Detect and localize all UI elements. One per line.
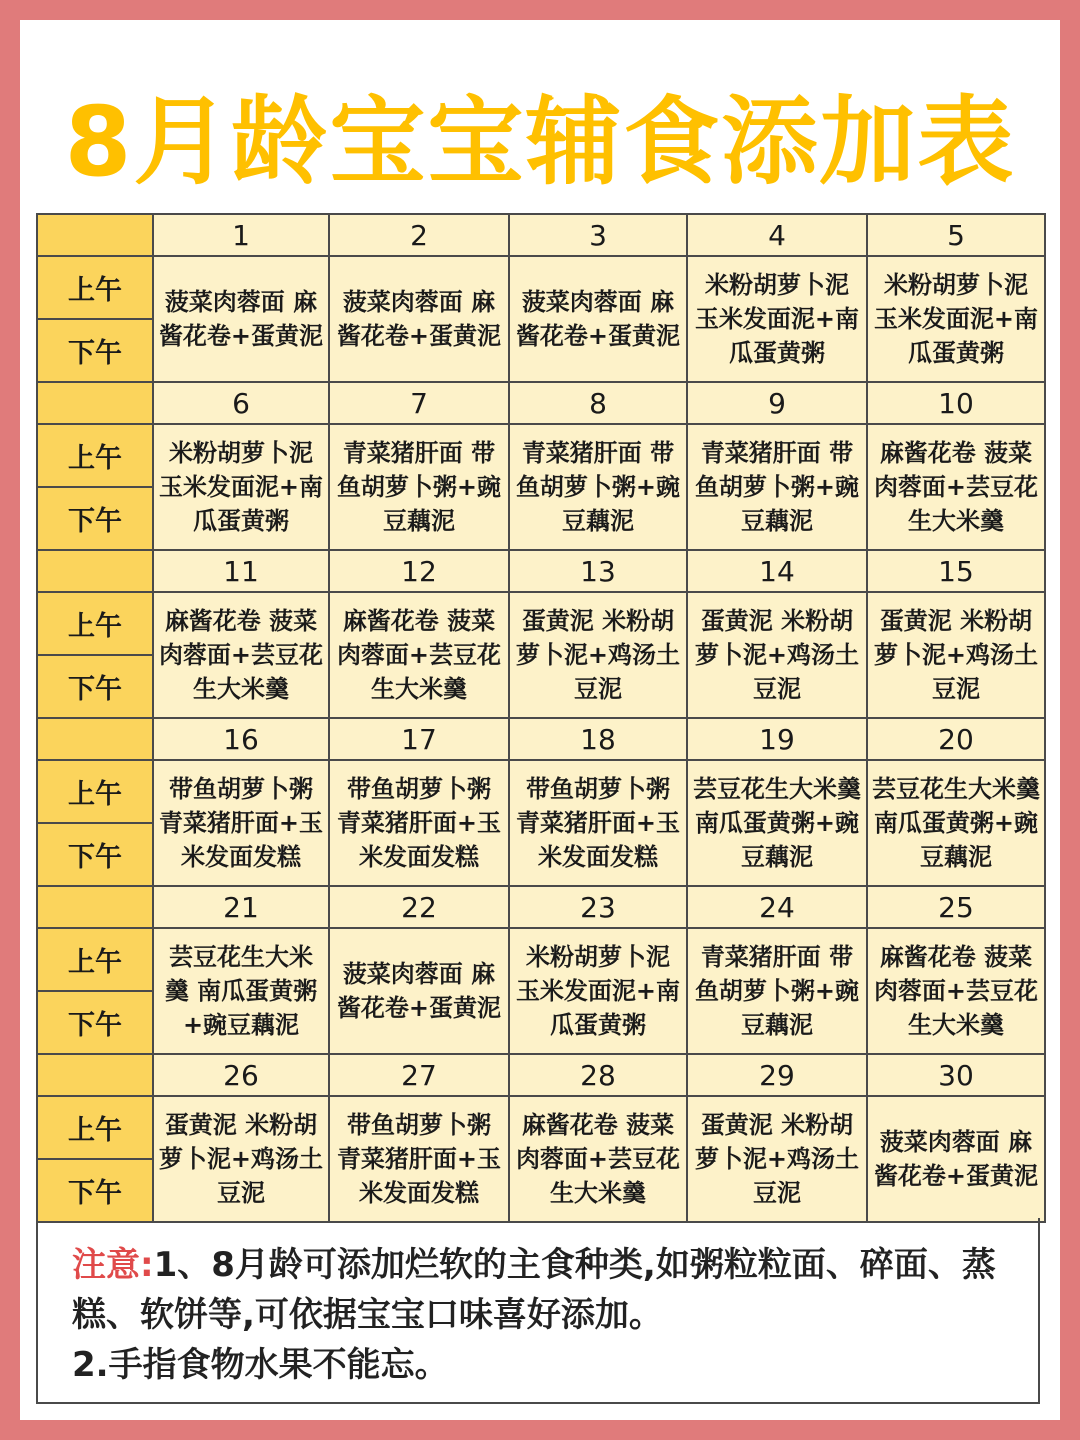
meal-text: 青菜猪肝面 带鱼胡萝卜粥+豌豆藕泥 xyxy=(694,439,860,535)
meal-text: 蛋黄泥 米粉胡萝卜泥+鸡汤土豆泥 xyxy=(694,1111,860,1207)
pm-label: 下午 xyxy=(37,319,153,382)
meal-cell xyxy=(329,424,509,550)
day-number: 17 xyxy=(329,718,509,760)
day-number: 27 xyxy=(329,1054,509,1096)
meal-text: 菠菜肉蓉面 麻酱花卷+蛋黄泥 xyxy=(336,288,502,350)
day-number: 25 xyxy=(867,886,1045,928)
week-header-row xyxy=(37,214,1045,256)
meal-cell xyxy=(153,256,329,382)
day-number: 1 xyxy=(153,214,329,256)
am-label: 上午 xyxy=(37,1096,153,1159)
meal-text: 蛋黄泥 米粉胡萝卜泥+鸡汤土豆泥 xyxy=(873,607,1039,703)
meal-cell xyxy=(329,592,509,718)
pm-label: 下午 xyxy=(37,823,153,886)
meal-text: 菠菜肉蓉面 麻酱花卷+蛋黄泥 xyxy=(873,1128,1039,1190)
day-number: 6 xyxy=(153,382,329,424)
meal-text: 芸豆花生大米羹 南瓜蛋黄粥+豌豆藕泥 xyxy=(164,943,318,1039)
day-number: 30 xyxy=(867,1054,1045,1096)
am-label: 上午 xyxy=(37,592,153,655)
day-number: 26 xyxy=(153,1054,329,1096)
meal-text: 带鱼胡萝卜粥 青菜猪肝面+玉米发面发糕 xyxy=(515,775,681,871)
day-number: 20 xyxy=(867,718,1045,760)
meal-cell xyxy=(867,256,1045,382)
day-number: 3 xyxy=(509,214,687,256)
note-line-1: 1、8月龄可添加烂软的主食种类,如粥粒粒面、碎面、蒸糕、软饼等,可依据宝宝口味喜好添加。 xyxy=(72,1245,996,1335)
meal-cell xyxy=(153,760,329,886)
meal-text: 青菜猪肝面 带鱼胡萝卜粥+豌豆藕泥 xyxy=(694,943,860,1039)
meal-cell xyxy=(329,928,509,1054)
note-box xyxy=(36,1218,1040,1404)
am-row xyxy=(37,1096,1045,1159)
meal-text: 麻酱花卷 菠菜肉蓉面+芸豆花生大米羹 xyxy=(158,607,324,703)
meal-text: 菠菜肉蓉面 麻酱花卷+蛋黄泥 xyxy=(336,960,502,1022)
am-row xyxy=(37,256,1045,319)
am-label: 上午 xyxy=(37,256,153,319)
day-number: 4 xyxy=(687,214,867,256)
am-row xyxy=(37,592,1045,655)
day-number: 19 xyxy=(687,718,867,760)
meal-cell xyxy=(687,256,867,382)
am-row xyxy=(37,760,1045,823)
meal-text: 米粉胡萝卜泥 玉米发面泥+南瓜蛋黄粥 xyxy=(694,271,860,367)
day-number: 8 xyxy=(509,382,687,424)
meal-text: 麻酱花卷 菠菜肉蓉面+芸豆花生大米羹 xyxy=(873,943,1039,1039)
pm-label: 下午 xyxy=(37,655,153,718)
corner-cell xyxy=(37,550,153,592)
meal-cell xyxy=(687,424,867,550)
day-number: 11 xyxy=(153,550,329,592)
corner-cell xyxy=(37,382,153,424)
meal-text: 青菜猪肝面 带鱼胡萝卜粥+豌豆藕泥 xyxy=(515,439,681,535)
day-number: 29 xyxy=(687,1054,867,1096)
meal-cell xyxy=(687,1096,867,1222)
meal-cell xyxy=(153,1096,329,1222)
meal-cell xyxy=(509,592,687,718)
day-number: 2 xyxy=(329,214,509,256)
meal-text: 菠菜肉蓉面 麻酱花卷+蛋黄泥 xyxy=(515,288,681,350)
meal-cell xyxy=(867,1096,1045,1222)
page xyxy=(20,20,1060,1420)
week-header-row xyxy=(37,550,1045,592)
meal-text: 带鱼胡萝卜粥 青菜猪肝面+玉米发面发糕 xyxy=(336,1111,502,1207)
meal-text: 蛋黄泥 米粉胡萝卜泥+鸡汤土豆泥 xyxy=(158,1111,324,1207)
meal-text: 蛋黄泥 米粉胡萝卜泥+鸡汤土豆泥 xyxy=(515,607,681,703)
day-number: 28 xyxy=(509,1054,687,1096)
meal-text: 米粉胡萝卜泥 玉米发面泥+南瓜蛋黄粥 xyxy=(515,943,681,1039)
meal-cell xyxy=(867,760,1045,886)
am-row xyxy=(37,928,1045,991)
meal-cell xyxy=(687,760,867,886)
day-number: 21 xyxy=(153,886,329,928)
am-row xyxy=(37,424,1045,487)
meal-cell xyxy=(867,424,1045,550)
meal-cell xyxy=(509,928,687,1054)
meal-cell xyxy=(867,928,1045,1054)
meal-cell xyxy=(509,256,687,382)
week-header-row xyxy=(37,382,1045,424)
day-number: 5 xyxy=(867,214,1045,256)
meal-cell xyxy=(867,592,1045,718)
pm-label: 下午 xyxy=(37,1159,153,1222)
meal-text: 菠菜肉蓉面 麻酱花卷+蛋黄泥 xyxy=(158,288,324,350)
day-number: 22 xyxy=(329,886,509,928)
corner-cell xyxy=(37,886,153,928)
meal-cell xyxy=(509,760,687,886)
note-line-2: 2.手指食物水果不能忘。 xyxy=(72,1345,449,1385)
day-number: 7 xyxy=(329,382,509,424)
day-number: 23 xyxy=(509,886,687,928)
corner-cell xyxy=(37,1054,153,1096)
meal-cell xyxy=(329,256,509,382)
day-number: 9 xyxy=(687,382,867,424)
meal-cell xyxy=(153,592,329,718)
meal-cell xyxy=(329,1096,509,1222)
meal-text: 麻酱花卷 菠菜肉蓉面+芸豆花生大米羹 xyxy=(336,607,502,703)
corner-cell xyxy=(37,718,153,760)
am-label: 上午 xyxy=(37,760,153,823)
week-header-row xyxy=(37,718,1045,760)
meal-text: 蛋黄泥 米粉胡萝卜泥+鸡汤土豆泥 xyxy=(694,607,860,703)
meal-text: 青菜猪肝面 带鱼胡萝卜粥+豌豆藕泥 xyxy=(336,439,502,535)
pm-label: 下午 xyxy=(37,487,153,550)
week-header-row xyxy=(37,1054,1045,1096)
day-number: 13 xyxy=(509,550,687,592)
day-number: 15 xyxy=(867,550,1045,592)
meal-text: 米粉胡萝卜泥 玉米发面泥+南瓜蛋黄粥 xyxy=(158,439,324,535)
meal-text: 带鱼胡萝卜粥 青菜猪肝面+玉米发面发糕 xyxy=(158,775,324,871)
week-header-row xyxy=(37,886,1045,928)
meal-cell xyxy=(509,424,687,550)
meal-table xyxy=(36,213,1046,1223)
am-label: 上午 xyxy=(37,928,153,991)
day-number: 14 xyxy=(687,550,867,592)
day-number: 18 xyxy=(509,718,687,760)
meal-cell xyxy=(509,1096,687,1222)
meal-text: 麻酱花卷 菠菜肉蓉面+芸豆花生大米羹 xyxy=(873,439,1039,535)
day-number: 12 xyxy=(329,550,509,592)
meal-cell xyxy=(153,424,329,550)
meal-cell xyxy=(687,592,867,718)
meal-text: 芸豆花生大米羹 南瓜蛋黄粥+豌豆藕泥 xyxy=(872,775,1040,871)
meal-cell xyxy=(687,928,867,1054)
day-number: 10 xyxy=(867,382,1045,424)
meal-cell xyxy=(329,760,509,886)
am-label: 上午 xyxy=(37,424,153,487)
pm-label: 下午 xyxy=(37,991,153,1054)
meal-cell xyxy=(153,928,329,1054)
meal-text: 芸豆花生大米羹 南瓜蛋黄粥+豌豆藕泥 xyxy=(693,775,861,871)
note-label: 注意: xyxy=(72,1245,154,1285)
meal-text: 麻酱花卷 菠菜肉蓉面+芸豆花生大米羹 xyxy=(515,1111,681,1207)
day-number: 24 xyxy=(687,886,867,928)
meal-text: 带鱼胡萝卜粥 青菜猪肝面+玉米发面发糕 xyxy=(336,775,502,871)
meal-text: 米粉胡萝卜泥 玉米发面泥+南瓜蛋黄粥 xyxy=(873,271,1039,367)
page-title: 8月龄宝宝辅食添加表 xyxy=(64,86,1016,198)
day-number: 16 xyxy=(153,718,329,760)
corner-cell xyxy=(37,214,153,256)
